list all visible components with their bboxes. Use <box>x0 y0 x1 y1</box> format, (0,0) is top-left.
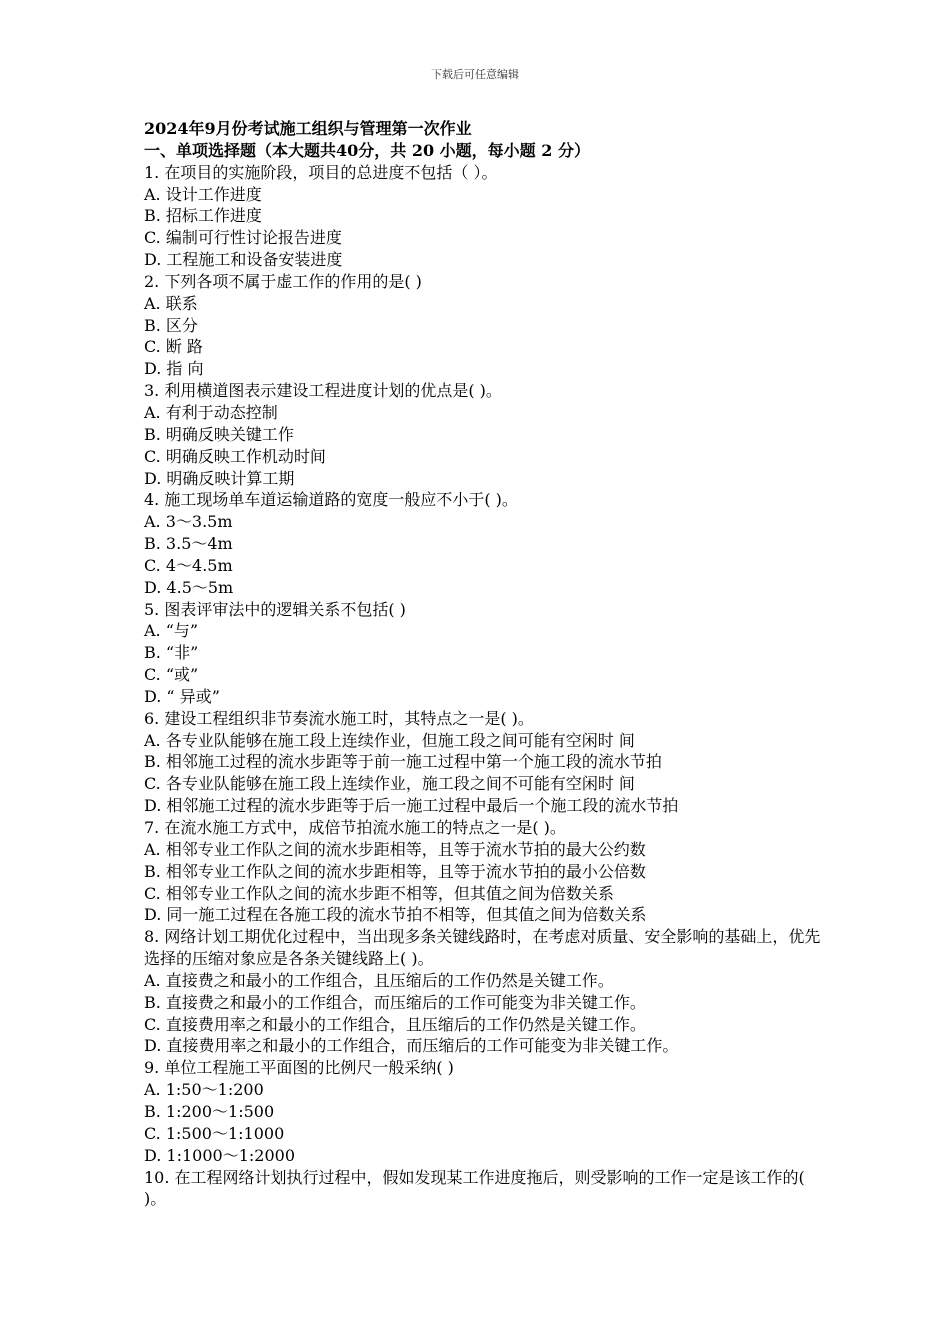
answer-option: B. 相邻专业工作队之间的流水步距相等，且等于流水节拍的最小公倍数 <box>144 861 646 881</box>
question-item <box>144 708 824 817</box>
question-stem: 8. 网络计划工期优化过程中，当出现多条关键线路时，在考虑对质量、安全影响的基础上，优先选择的压缩对象应是各条关键线路上( )。 <box>144 927 821 969</box>
answer-option: B. 明确反映关键工作 <box>144 424 294 444</box>
answer-option: D. 指 向 <box>144 359 204 379</box>
question-item <box>144 926 824 1057</box>
answer-option: D. 明确反映计算工期 <box>144 468 295 488</box>
answer-option: D. 同一施工过程在各施工段的流水节拍不相等，但其值之间为倍数关系 <box>144 905 647 925</box>
answer-option: D. 1:1000～1:2000 <box>144 1145 296 1165</box>
page-header: 下载后可任意编辑 <box>431 68 519 81</box>
question-item <box>144 1167 824 1211</box>
question-stem: 7. 在流水施工方式中，成倍节拍流水施工的特点之一是( )。 <box>144 818 566 837</box>
answer-option: D. 工程施工和设备安装进度 <box>144 250 343 270</box>
question-list <box>144 162 824 1211</box>
answer-option: D. 直接费用率之和最小的工作组合，而压缩后的工作可能变为非关键工作。 <box>144 1036 679 1056</box>
answer-option: B. 区分 <box>144 315 198 335</box>
question-stem: 6. 建设工程组织非节奏流水施工时，其特点之一是( )。 <box>144 708 534 728</box>
question-stem: 3. 利用横道图表示建设工程进度计划的优点是( )。 <box>144 381 502 401</box>
answer-option: A. “与” <box>144 621 199 641</box>
answer-option: C. 断 路 <box>144 337 203 357</box>
answer-option: D. 相邻施工过程的流水步距等于后一施工过程中最后一个施工段的流水节拍 <box>144 796 679 816</box>
question-item <box>144 817 824 926</box>
answer-option: A. 直接费之和最小的工作组合，且压缩后的工作仍然是关键工作。 <box>144 970 614 990</box>
question-stem: 2. 下列各项不属于虚工作的作用的是( ) <box>144 271 422 291</box>
answer-option: C. 1:500～1:1000 <box>144 1123 285 1143</box>
answer-option: C. 编制可行性讨论报告进度 <box>144 228 342 248</box>
question-stem: 9. 单位工程施工平面图的比例尺一般采纳( ) <box>144 1058 454 1078</box>
answer-option: B. 直接费之和最小的工作组合，而压缩后的工作可能变为非关键工作。 <box>144 992 646 1012</box>
answer-option: D. 4.5～5m <box>144 577 234 597</box>
question-item <box>144 380 824 489</box>
answer-option: A. 3～3.5m <box>144 512 233 532</box>
question-stem: 10. 在工程网络计划执行过程中，假如发现某工作进度拖后，则受影响的工作一定是该工作的( )。 <box>144 1167 805 1209</box>
question-item <box>144 162 824 271</box>
answer-option: B. 1:200～1:500 <box>144 1101 275 1121</box>
answer-option: A. 1:50～1:200 <box>144 1080 264 1100</box>
question-item <box>144 489 824 598</box>
question-item <box>144 599 824 708</box>
section-heading: 一、单项选择题（本大题共40分，共 20 小题，每小题 2 分） <box>144 140 590 160</box>
question-item <box>144 1057 824 1166</box>
answer-option: A. 有利于动态控制 <box>144 402 278 422</box>
answer-option: C. 明确反映工作机动时间 <box>144 446 326 466</box>
answer-option: B. 相邻施工过程的流水步距等于前一施工过程中第一个施工段的流水节拍 <box>144 752 662 772</box>
answer-option: B. 招标工作进度 <box>144 206 262 226</box>
answer-option: C. 相邻专业工作队之间的流水步距不相等，但其值之间为倍数关系 <box>144 883 614 903</box>
question-stem: 5. 图表评审法中的逻辑关系不包括( ) <box>144 599 406 619</box>
answer-option: B. 3.5～4m <box>144 534 233 554</box>
answer-option: C. 4～4.5m <box>144 555 233 575</box>
answer-option: C. “或” <box>144 665 199 685</box>
answer-option: A. 联系 <box>144 293 198 313</box>
answer-option: C. 各专业队能够在施工段上连续作业，施工段之间不可能有空闲时 间 <box>144 774 635 794</box>
answer-option: C. 直接费用率之和最小的工作组合，且压缩后的工作仍然是关键工作。 <box>144 1014 646 1034</box>
question-stem: 4. 施工现场单车道运输道路的宽度一般应不小于( )。 <box>144 490 518 510</box>
document-title: 2024年9月份考试施工组织与管理第一次作业 <box>144 119 472 138</box>
answer-option: D. “ 异或” <box>144 686 220 706</box>
answer-option: A. 各专业队能够在施工段上连续作业，但施工段之间可能有空闲时 间 <box>144 730 635 750</box>
document-body <box>144 118 824 1210</box>
answer-option: B. “非” <box>144 643 199 663</box>
answer-option: A. 相邻专业工作队之间的流水步距相等，且等于流水节拍的最大公约数 <box>144 839 646 859</box>
question-stem: 1. 在项目的实施阶段，项目的总进度不包括（ ）。 <box>144 162 498 182</box>
answer-option: A. 设计工作进度 <box>144 184 262 204</box>
question-item <box>144 271 824 380</box>
